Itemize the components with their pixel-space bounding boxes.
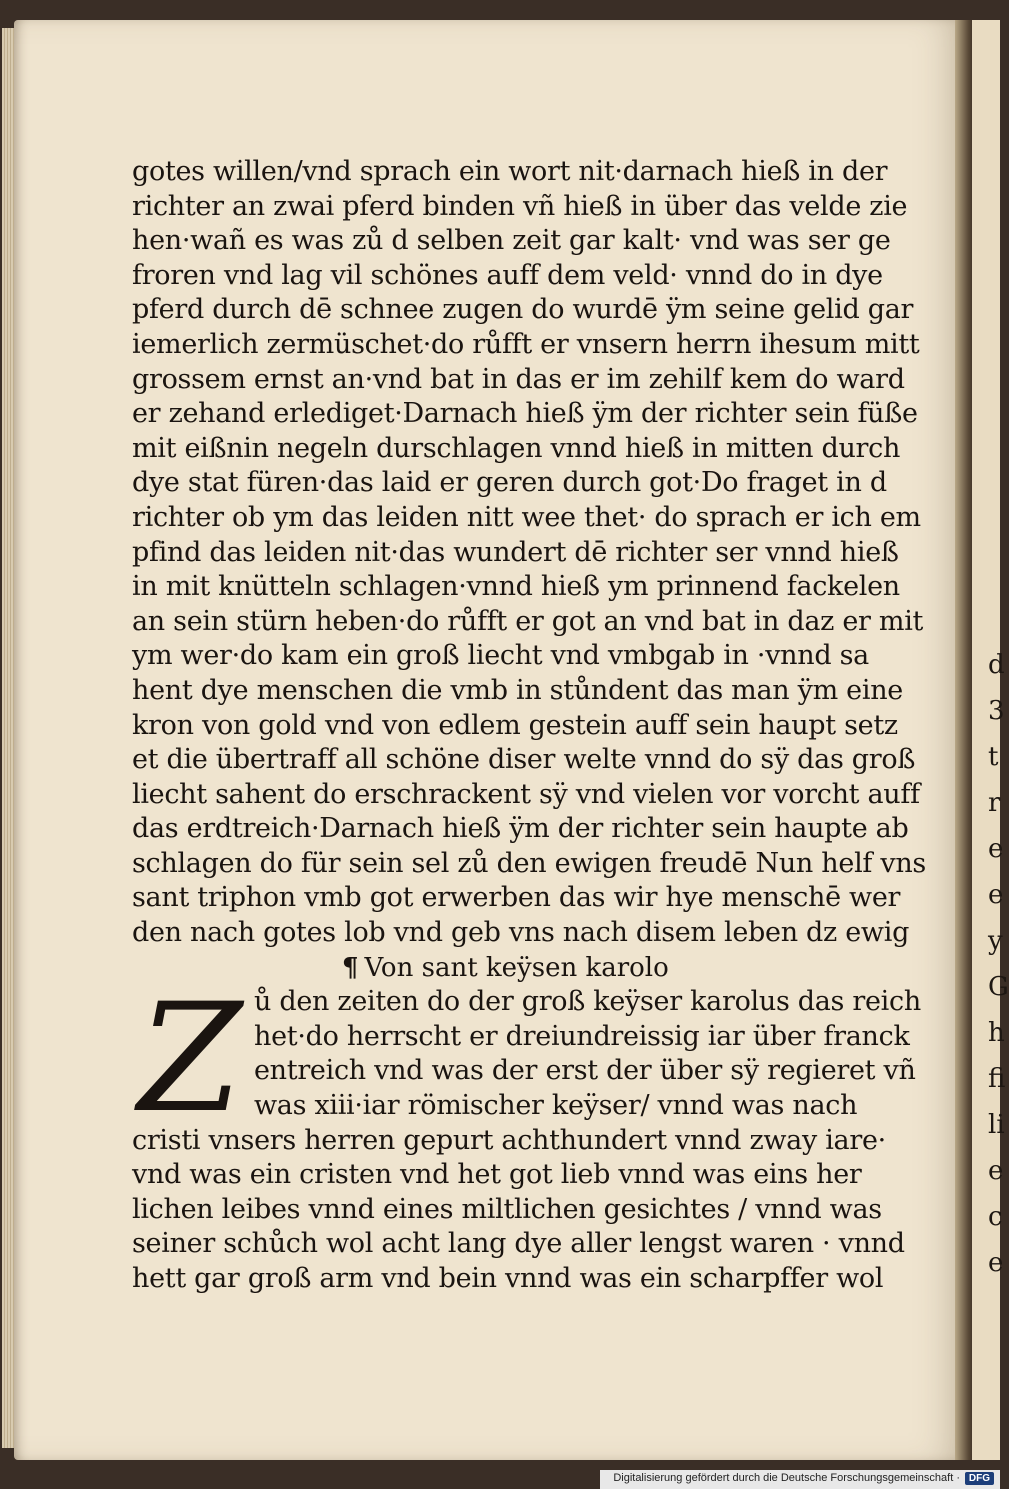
dfg-logo: DFG	[965, 1472, 994, 1485]
text-line: ů den zeiten do der groß keÿser karolus das reich	[254, 986, 921, 1018]
text-line: hent dye menschen die vmb in stůndent das man ÿm eine	[132, 674, 903, 706]
text-line: was xiii·iar römischer keÿser/ vnnd was nach	[254, 1090, 858, 1122]
right-page-fragment: e	[988, 1248, 1004, 1278]
text-line: richter an zwai pferd binden vñ hieß in über das velde zie	[132, 190, 908, 222]
text-line: an sein stürn heben·do růfft er got an vnd bat in daz er mit	[132, 605, 924, 637]
text-line: mit eißnin negeln durschlagen vnnd hieß in mitten durch	[132, 432, 901, 464]
text-line: iemerlich zermüschet·do růfft er vnsern herrn ihesum mitt	[132, 328, 920, 360]
text-line: sant triphon vmb got erwerben das wir hye menschē wer	[132, 882, 901, 914]
right-page-fragment: y	[988, 926, 1003, 956]
right-page-fragment: t	[988, 742, 999, 772]
footer-credit: Digitalisierung gefördert durch die Deutsche Forschungsgemeinschaft ·	[613, 1472, 960, 1484]
text-line: cristi vnsers herren gepurt achthundert vnnd zway iare·	[132, 1124, 886, 1156]
right-page-fragment: d	[988, 650, 1005, 680]
text-line: entreich vnd was der erst der über sÿ regieret vñ	[254, 1055, 916, 1087]
text-line: den nach gotes lob vnd geb vns nach disem leben dz ewig	[132, 917, 910, 949]
right-page-fragment: r	[988, 788, 1001, 818]
text-line: dye stat füren·das laid er geren durch got·Do fraget in d	[132, 467, 887, 499]
right-page-fragment: 3	[988, 696, 1005, 726]
right-page-fragment: fi	[988, 1064, 1006, 1094]
right-page-fragment: e	[988, 1156, 1004, 1186]
text-line: gotes willen/vnd sprach ein wort nit·darnach hieß in der	[132, 156, 888, 187]
text-line: liecht sahent do erschrackent sÿ vnd vielen vor vorcht auff	[132, 778, 920, 810]
text-lines-initial	[132, 985, 921, 1123]
text-line: pfind das leiden nit·das wundert dē richter ser vnnd hieß	[132, 536, 899, 568]
text-line: grossem ernst an·vnd bat in das er im zehilf kem do ward	[132, 363, 905, 395]
right-page-fragment: c	[988, 1202, 1003, 1232]
text-line: er zehand erlediget·Darnach hieß ÿm der richter sein füße	[132, 398, 918, 430]
text-line: richter ob ym das leiden nitt wee thet· do sprach er ich em	[132, 501, 921, 533]
right-page-fragment: e	[988, 880, 1004, 910]
text-line: kron von gold vnd von edlem gestein auff sein haupt setz	[132, 709, 898, 741]
text-line: das erdtreich·Darnach hieß ÿm der richter sein haupte ab	[132, 813, 909, 845]
text-lines-before	[132, 155, 926, 951]
chapter-heading-text: Von sant keÿsen karolo	[364, 952, 669, 983]
text-block	[132, 155, 926, 1297]
text-line: lichen leibes vnnd eines miltlichen gesichtes / vnnd was	[132, 1193, 882, 1225]
chapter-heading	[132, 951, 872, 986]
text-line: schlagen do für sein sel zů den ewigen freudē Nun helf vns	[132, 847, 926, 879]
text-line: vnd was ein cristen vnd het got lieb vnnd was eins her	[132, 1159, 862, 1191]
text-line: in mit knütteln schlagen·vnnd hieß ym prinnend fackelen	[132, 571, 900, 603]
text-line: het·do herrscht er dreiundreissig iar über franck	[254, 1020, 910, 1052]
text-line: froren vnd lag vil schönes auff dem veld· vnnd do in dye	[132, 259, 883, 291]
right-page-fragment: e	[988, 834, 1004, 864]
right-page-fragment: li	[988, 1110, 1005, 1140]
text-line: ym wer·do kam ein groß liecht vnd vmbgab in ·vnnd sa	[132, 640, 869, 672]
right-page-fragment: G	[988, 972, 1009, 1002]
text-line: hen·wañ es was zů d selben zeit gar kalt· vnd was ser ge	[132, 225, 891, 257]
text-line: seiner schůch wol acht lang dye aller lengst waren · vnnd	[132, 1228, 905, 1260]
text-lines-after	[132, 1124, 905, 1297]
right-page-edge	[972, 20, 1000, 1460]
text-line: et die übertraff all schöne diser welte vnnd do sÿ das groß	[132, 744, 916, 776]
text-line: hett gar groß arm vnd bein vnnd was ein scharpffer wol	[132, 1263, 884, 1294]
right-page-fragment: h	[988, 1018, 1005, 1048]
decorated-initial: Z	[138, 972, 243, 1147]
pilcrow-mark: ¶	[342, 952, 359, 983]
text-line: pferd durch dē schnee zugen do wurdē ÿm seine gelid gar	[132, 294, 914, 326]
